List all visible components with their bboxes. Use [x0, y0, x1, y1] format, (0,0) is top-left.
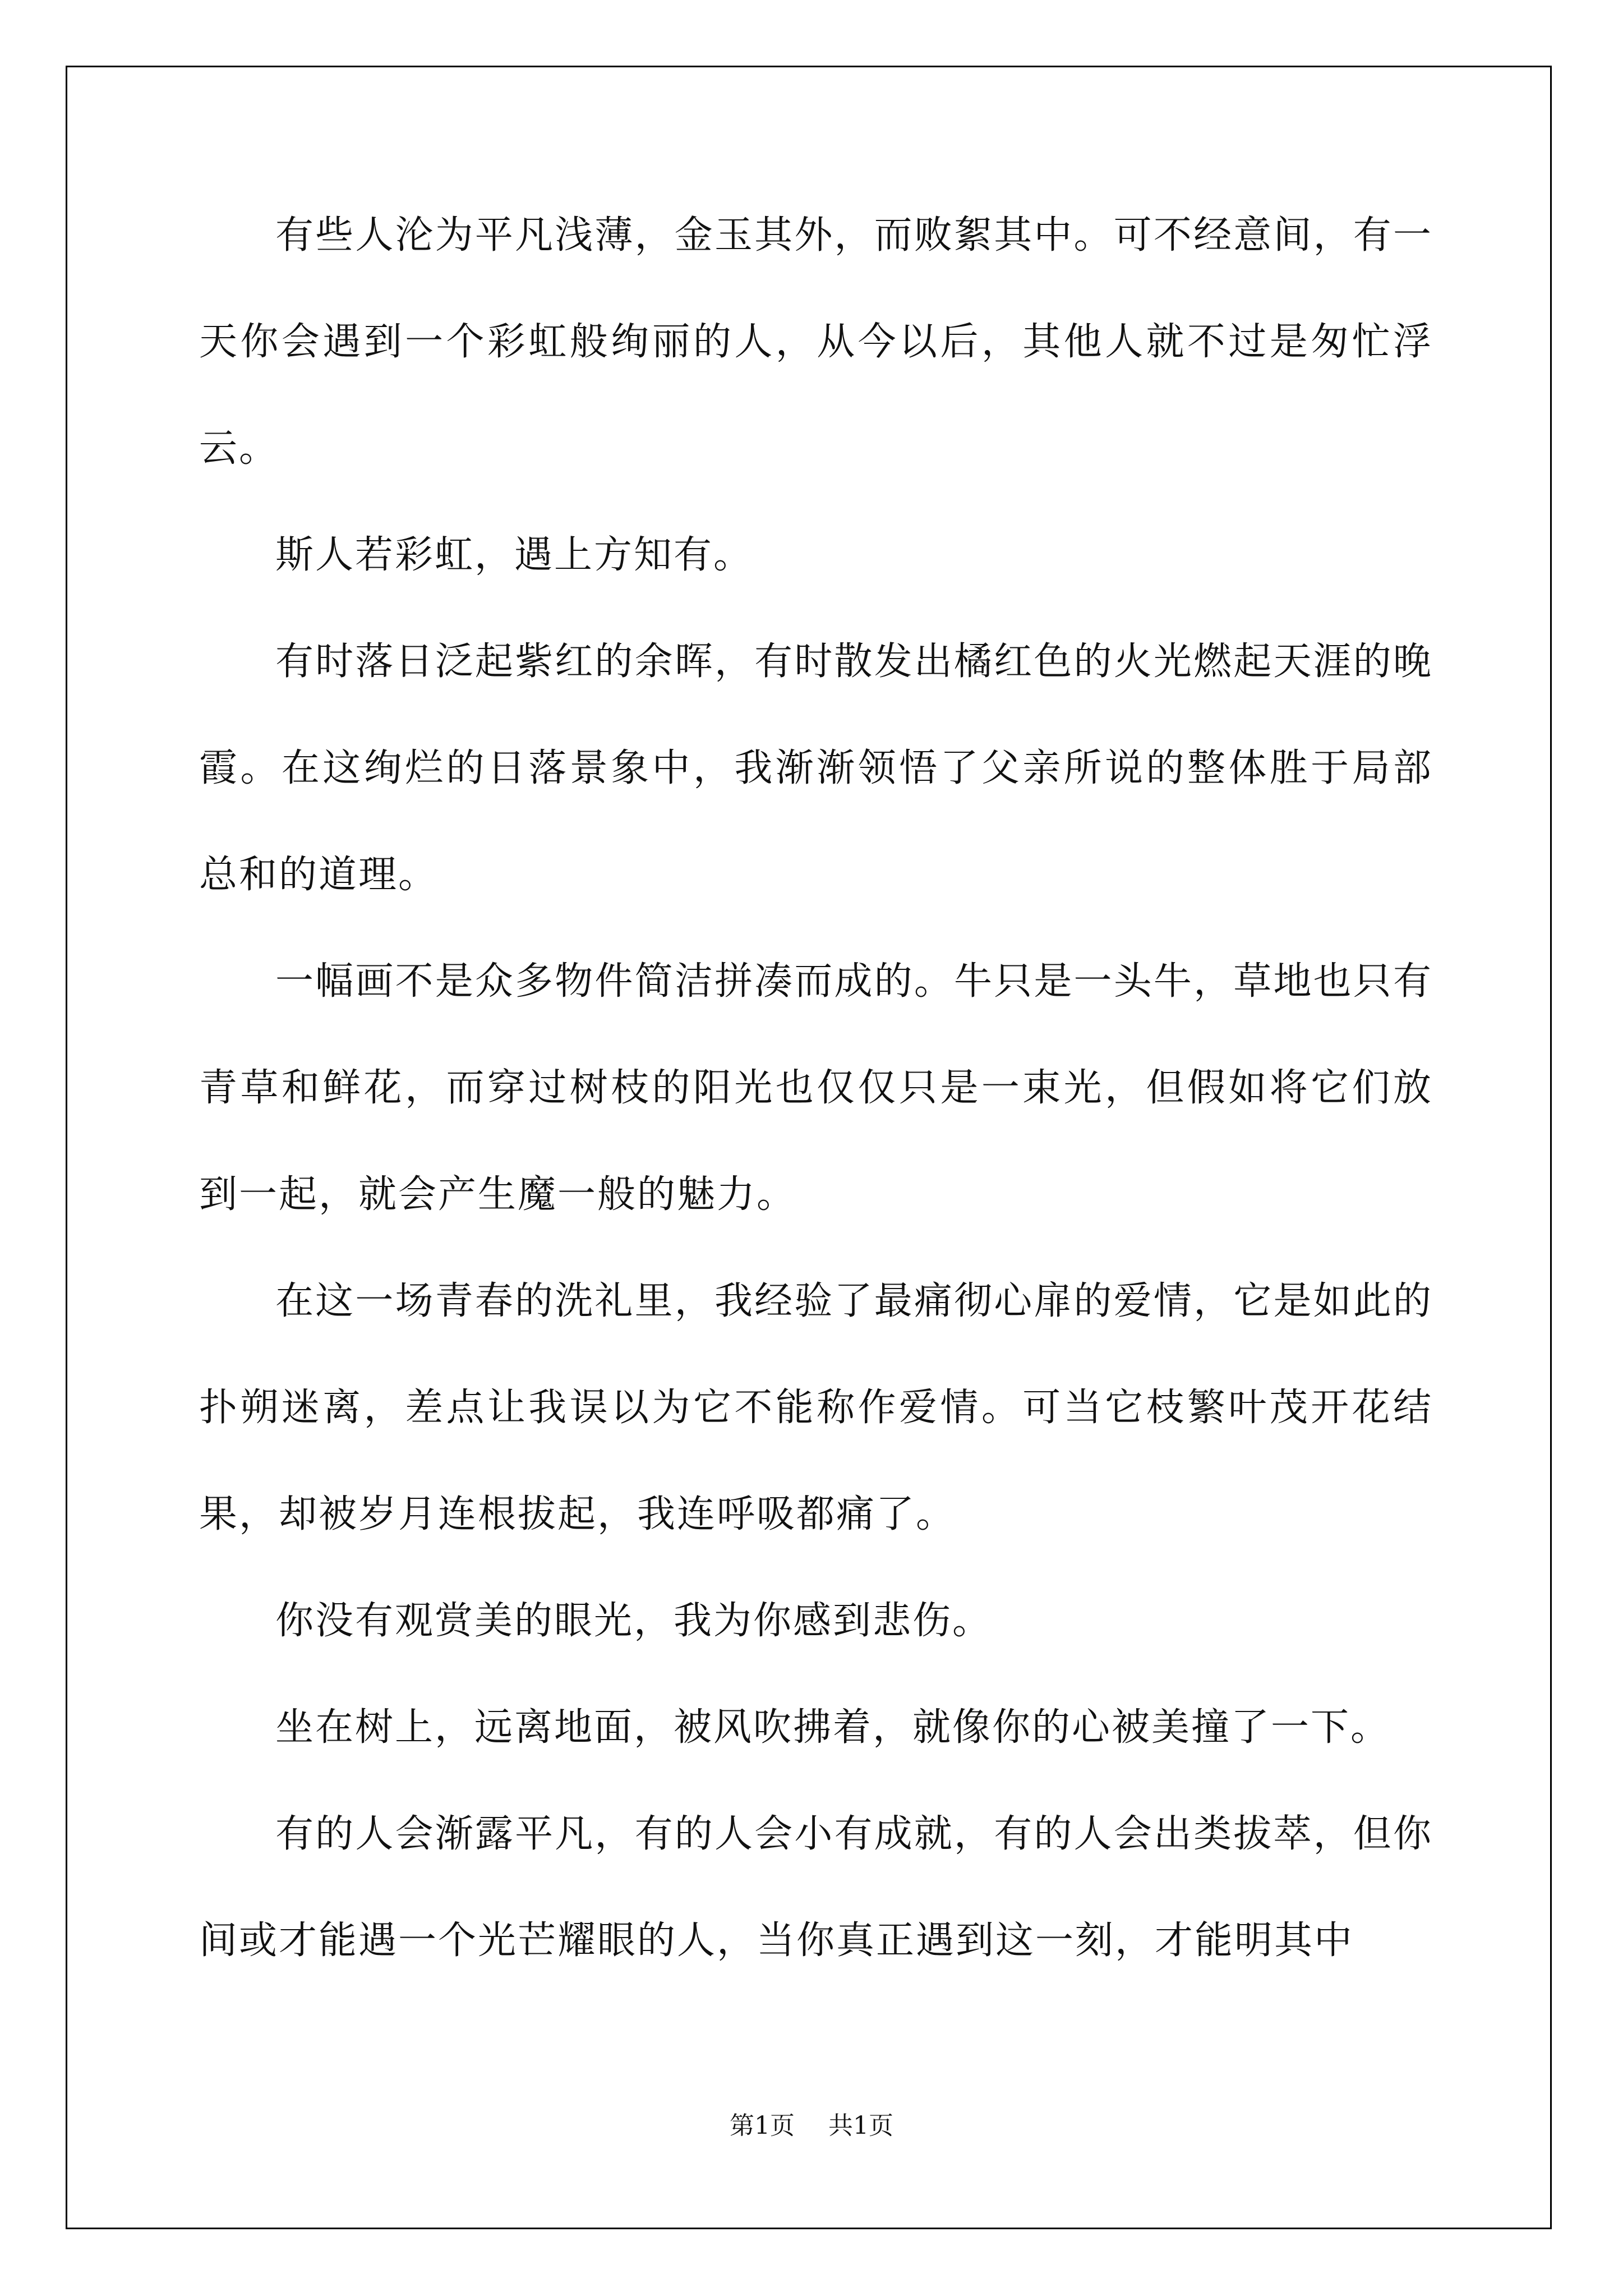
document-body: [199, 182, 1433, 1994]
paragraph: 你没有观赏美的眼光，我为你感到悲伤。: [275, 1599, 993, 1643]
paragraph: 一幅画不是众多物件简洁拼凑而成的。牛只是一头牛，草地也只有青草和鲜花，而穿过树枝的阳光也仅仅只是一束光，但假如将它们放到一起，就会产生魔一般的魅力。: [199, 959, 1433, 1217]
paragraph: 有的人会渐露平凡，有的人会小有成就，有的人会出类拔萃，但你间或才能遇一个光芒耀眼的人，当你真正遇到这一刻，才能明其中: [199, 1812, 1433, 1963]
page-footer: [0, 2105, 1623, 2141]
paragraph: 有时落日泛起紫红的余晖，有时散发出橘红色的火光燃起天涯的晚霞。在这绚烂的日落景象中，我渐渐领悟了父亲所说的整体胜于局部总和的道理。: [199, 639, 1433, 897]
page-total: 共1页: [828, 2111, 893, 2140]
paragraph: 在这一场青春的洗礼里，我经验了最痛彻心扉的爱情，它是如此的扑朔迷离，差点让我误以为它不能称作爱情。可当它枝繁叶茂开花结果，却被岁月连根拔起，我连呼吸都痛了。: [199, 1279, 1433, 1536]
page-number: 第1页: [730, 2111, 795, 2140]
paragraph: 有些人沦为平凡浅薄，金玉其外，而败絮其中。可不经意间，有一天你会遇到一个彩虹般绚丽的人，从今以后，其他人就不过是匆忙浮云。: [199, 213, 1433, 471]
paragraph: 坐在树上，远离地面，被风吹拂着，就像你的心被美撞了一下。: [275, 1705, 1391, 1750]
paragraph: 斯人若彩虹，遇上方知有。: [275, 533, 754, 577]
